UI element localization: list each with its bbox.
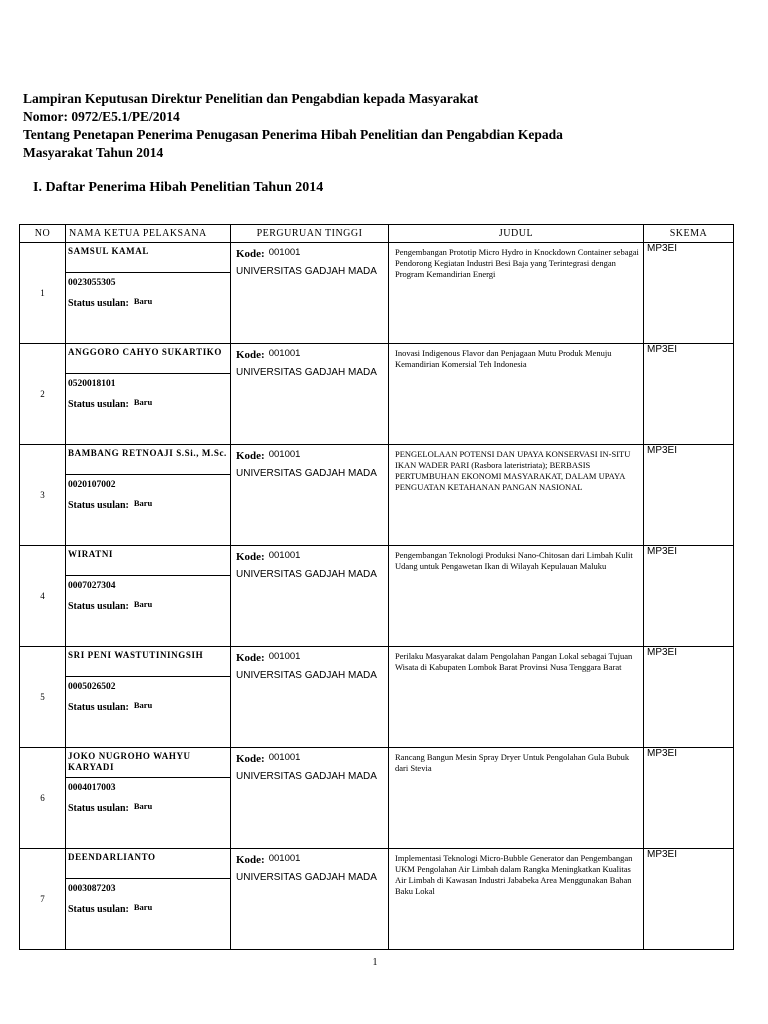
header-judul: JUDUL [389,225,644,243]
nama-cell [66,748,231,849]
status-value: Baru [133,498,153,508]
row-no: 1 [20,243,66,344]
status-label: Status usulan: [68,702,129,713]
table-header-row [20,225,734,243]
skema-cell: MP3EI [644,647,734,748]
university-name: UNIVERSITAS GADJAH MADA [236,367,377,378]
nama-cell [66,647,231,748]
ketua-name: ANGGORO CAHYO SUKARTIKO [66,344,230,374]
skema-cell: MP3EI [644,546,734,647]
nidn: 0520018101 [68,379,116,389]
row-no: 7 [20,849,66,950]
kode-label: Kode: [236,551,265,563]
header-line-4: Masyarakat Tahun 2014 [23,145,164,160]
judul-cell: Perilaku Masyarakat dalam Pengolahan Pangan Lokal sebagai Tujuan Wisata di Kabupaten Lombok Barat Provinsi Nusa Tenggara Barat [389,647,644,748]
status-label: Status usulan: [68,298,129,309]
kode-value: 001001 [268,348,301,359]
judul-cell: Inovasi Indigenous Flavor dan Penjagaan Mutu Produk Menuju Kemandirian Komersial Teh Indonesia [389,344,644,445]
kode-value: 001001 [268,853,301,864]
status-usulan [66,793,230,814]
perguruan-tinggi-cell [231,647,389,748]
perguruan-tinggi-cell [231,748,389,849]
nidn: 0004017003 [68,783,116,793]
kode-value: 001001 [268,449,301,460]
table-row [20,243,734,344]
judul-cell: Pengembangan Prototip Micro Hydro in Knockdown Container sebagai Pendorong Kegiatan Industri Besi Baja yang Terintegrasi dengan Program Kemandirian Energi [389,243,644,344]
ketua-name: JOKO NUGROHO WAHYU KARYADI [66,748,230,778]
university-name: UNIVERSITAS GADJAH MADA [236,569,377,580]
perguruan-tinggi-cell [231,445,389,546]
kode-label: Kode: [236,753,265,765]
status-usulan [66,692,230,713]
judul-cell: Rancang Bangun Mesin Spray Dryer Untuk Pengolahan Gula Bubuk dari Stevia [389,748,644,849]
status-usulan [66,288,230,309]
section-title: I. Daftar Penerima Hibah Penelitian Tahun 2014 [33,180,324,195]
status-label: Status usulan: [68,904,129,915]
status-label: Status usulan: [68,601,129,612]
ketua-name: WIRATNI [66,546,230,576]
status-label: Status usulan: [68,803,129,814]
header-no: NO [20,225,66,243]
nidn: 0020107002 [68,480,116,490]
kode-value: 001001 [268,247,301,258]
skema-cell: MP3EI [644,243,734,344]
nidn: 0005026502 [68,682,116,692]
perguruan-tinggi-cell [231,243,389,344]
status-usulan [66,490,230,511]
status-label: Status usulan: [68,399,129,410]
header-line-3: Tentang Penetapan Penerima Penugasan Penerima Hibah Penelitian dan Pengabdian Kepada [23,127,563,142]
status-value: Baru [133,397,153,407]
kode-label: Kode: [236,248,265,260]
status-value: Baru [133,902,153,912]
status-usulan [66,591,230,612]
table-row [20,647,734,748]
status-value: Baru [133,700,153,710]
row-no: 4 [20,546,66,647]
row-no: 5 [20,647,66,748]
nama-cell [66,849,231,950]
perguruan-tinggi-cell [231,849,389,950]
university-name: UNIVERSITAS GADJAH MADA [236,872,377,883]
ketua-name: BAMBANG RETNOAJI S.Si., M.Sc. [66,445,230,475]
status-value: Baru [133,599,153,609]
nidn: 0023055305 [68,278,116,288]
nidn: 0003087203 [68,884,116,894]
kode-label: Kode: [236,652,265,664]
kode-label: Kode: [236,450,265,462]
judul-cell: Pengembangan Teknologi Produksi Nano-Chitosan dari Limbah Kulit Udang untuk Pengawetan Ikan di Wilayah Kepulauan Maluku [389,546,644,647]
perguruan-tinggi-cell [231,344,389,445]
university-name: UNIVERSITAS GADJAH MADA [236,266,377,277]
header-line-2: Nomor: 0972/E5.1/PE/2014 [23,109,180,124]
table-row [20,849,734,950]
university-name: UNIVERSITAS GADJAH MADA [236,468,377,479]
recipients-table [19,224,734,950]
skema-cell: MP3EI [644,748,734,849]
ketua-name: SRI PENI WASTUTININGSIH [66,647,230,677]
university-name: UNIVERSITAS GADJAH MADA [236,670,377,681]
nama-cell [66,445,231,546]
table-row [20,445,734,546]
nama-cell [66,243,231,344]
status-label: Status usulan: [68,500,129,511]
row-no: 3 [20,445,66,546]
status-usulan [66,389,230,410]
kode-value: 001001 [268,651,301,662]
kode-label: Kode: [236,349,265,361]
judul-cell: Implementasi Teknologi Micro-Bubble Generator dan Pengembangan UKM Pengolahan Air Limbah dalam Rangka Meningkatkan Kualitas Air Limbah di Kawasan Industri Jababeka Area Menggunakan Bahan Baku Lokal [389,849,644,950]
perguruan-tinggi-cell [231,546,389,647]
status-usulan [66,894,230,915]
nidn: 0007027304 [68,581,116,591]
kode-value: 001001 [268,550,301,561]
skema-cell: MP3EI [644,445,734,546]
skema-cell: MP3EI [644,344,734,445]
skema-cell: MP3EI [644,849,734,950]
page-number: 1 [372,957,378,968]
document-header [23,90,753,162]
status-value: Baru [133,296,153,306]
header-line-1: Lampiran Keputusan Direktur Penelitian dan Pengabdian kepada Masyarakat [23,91,479,106]
table-row [20,344,734,445]
kode-label: Kode: [236,854,265,866]
table-row [20,546,734,647]
status-value: Baru [133,801,153,811]
row-no: 2 [20,344,66,445]
ketua-name: SAMSUL KAMAL [66,243,230,273]
ketua-name: DEENDARLIANTO [66,849,230,879]
header-nama: NAMA KETUA PELAKSANA [66,225,231,243]
row-no: 6 [20,748,66,849]
kode-value: 001001 [268,752,301,763]
header-perguruan-tinggi: PERGURUAN TINGGI [231,225,389,243]
header-skema: SKEMA [644,225,734,243]
nama-cell [66,344,231,445]
table-row [20,748,734,849]
university-name: UNIVERSITAS GADJAH MADA [236,771,377,782]
nama-cell [66,546,231,647]
judul-cell: PENGELOLAAN POTENSI DAN UPAYA KONSERVASI IN-SITU IKAN WADER PARI (Rasbora lateristriata); BERBASIS PERTUMBUHAN EKONOMI MASYARAKAT, DALAM UPAYA PENGUATAN KETAHANAN PANGAN NASIONAL [389,445,644,546]
